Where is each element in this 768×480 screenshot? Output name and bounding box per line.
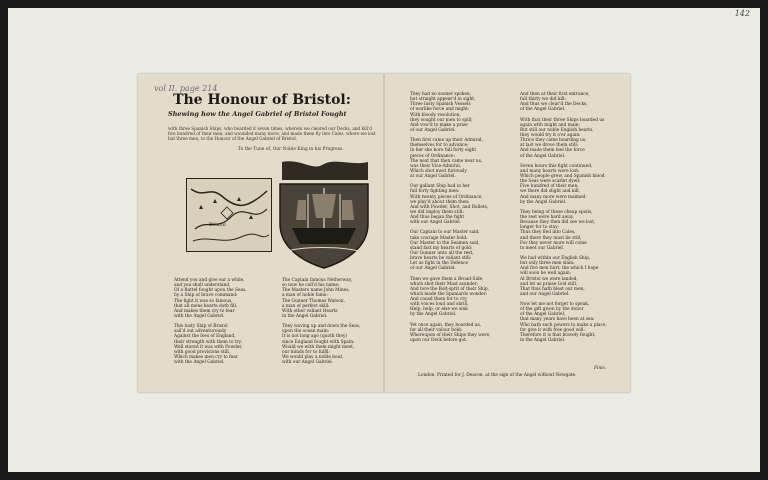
verse-line: And tore the Bolt-sprit of their Ship, [410,286,490,292]
ship-illustration [272,158,372,270]
verse-line: Then first came up their Admiral, [410,138,483,144]
verse-line: sail'd out adventurously [174,329,227,335]
verse-line: and you shall understand, [174,283,231,289]
verse-line: by a Ship of brave command: [174,293,238,299]
verse-line: Seven hours this fight continued, [520,163,593,169]
verse-line: It is not long ago (quoth they) [282,334,348,340]
verse-line: they sought our men to spill; [410,117,473,123]
verse-line: a man of perfect skill: [282,303,330,309]
ballad-title: The Honour of Bristol: [173,92,351,108]
verse-line: longer for to stay: [520,225,560,231]
verse-line: They waving up and down the Seas, [282,324,361,330]
verse-line: Our gallant Ship had in her [410,184,470,190]
verse-line: And made them feel the force [520,148,585,154]
verse-line: and many hearts were lost: [520,168,580,174]
verse-line: we play'd about them then: [410,199,470,205]
verse-line: stand fast my hearts of gold: [410,245,473,251]
verse-line: And makes them cry to fear [174,308,235,314]
verse-line: at last we drove them still: [520,143,579,149]
text-column-4 [520,92,607,343]
verse-line: for all their valour bold: [410,327,463,333]
finis-mark: Finis. [594,366,607,371]
verse-line: of the Angel Gabriel. [520,153,566,159]
verse-line: And five men hurt, the which I hope [520,266,599,272]
verse-line: upon the ocean main: [282,329,330,335]
verse-line: brave hearts be valiant still: [410,256,472,262]
verse-line: since England fought with Spain: [282,339,355,345]
verse-line: We would play a noble bout, [282,354,344,360]
verse-line: our minds for to fulfil: [282,349,331,355]
verse-line: by the Angel Gabriel. [410,312,457,318]
left-page [138,74,383,392]
map-label: Bristol [209,222,226,228]
verse-line: And many more were maimed [520,194,586,200]
verse-line: And thus we clear'd the Decks, [520,102,588,108]
verse-line: And thus began the fight [410,215,465,221]
verse-line: was their Vice-Admiral, [410,163,462,169]
verse-line: Whereupon of their Ships they were, [410,332,491,338]
verse-line: At Bristol we were landed, [520,276,578,282]
verse-line: Because they then did see we lost, [520,220,596,226]
verse-line: With bloody resolution, [410,112,461,118]
verse-line: with the Angel Gabriel. [174,313,225,319]
verse-line: And vow'd to make a prize [410,122,468,128]
verse-line: will soon be well again: [520,271,572,277]
verse-line: with our Angel Gabriel. [410,220,462,226]
verse-line: With that their three Ships boarded us [520,117,605,123]
verse-line: With twenty pieces of Ordinance, [410,194,483,200]
verse-line: Which people grew, and Spanish blood [520,173,605,179]
verse-line: The fight it was so famous, [174,298,233,304]
verse-line: they would try it o'er again: [520,132,581,138]
verse-line: that all mens hearts doth fill, [174,303,238,309]
verse-line: The Masters name John Mines, [282,288,350,294]
verse-line: of the Angel Gabriel. [520,107,566,113]
text-column-2 [282,278,360,365]
verse-line: They being of these cheap spoils, [520,209,593,215]
verse-line: but only three men slain: [520,261,575,267]
verse-line: the Seas were scarlet dyed: [520,179,581,185]
verse-line: And with Powder, Shot, and Bullets, [410,204,489,210]
verse-line: themselves for to advance; [410,143,469,149]
verse-line: And then at their first entrance, [520,92,590,97]
verse-line: For they never more will come [520,240,587,246]
verse-line: of warlike force and might: [410,107,470,113]
verse-line: This lusty Ship of Bristol [174,324,228,330]
verse-line: so now he call'd his name: [282,283,340,289]
verse-line: In her she bore full forty eight [410,148,477,154]
text-column-3 [410,92,490,343]
verse-line: with voices loud and shrill, [410,302,469,308]
verse-line: full thirty we did kill: [520,97,566,103]
verse-line: With other valiant Hearts [282,308,338,314]
verse-line: their strength with them to try: [174,339,243,345]
verse-line: Then we gave them a Broad-Side, [410,276,484,282]
verse-line: by the Angel Gabriel. [520,199,567,205]
tune-line: To the Tune of, Our Noble King in his Progress. [238,147,344,152]
verse-line: Let us fight in the Defence [410,261,469,267]
verse-line: the rest were hard away, [520,214,575,220]
verse-line: Five hundred of their men, [520,184,579,190]
verse-line: Who hath such powers to make a place, [520,322,607,328]
ship-woodcut [272,158,372,270]
verse-line: take courage Master bold: [410,235,468,241]
verse-line: but straight appear'd in sight, [410,97,476,103]
verse-line: Against the foes of England, [174,334,236,340]
verse-line: we did imploy them still: [410,209,464,215]
verse-line: full forty fighting men: [410,189,460,195]
page-number: 142 [734,9,750,18]
verse-line: in the Angel Gabriel. [520,338,566,344]
printer-imprint: London, Printed for J. Deacon, at the sign of the Angel without Newgate. [418,373,577,378]
verse-line: That thus hath blest our men, [520,286,585,292]
map-illustration [187,179,271,251]
verse-line: Yet once again, they boarded us, [410,322,482,328]
verse-line: a man of noble fame: [282,293,328,299]
verse-line: We had within our English Ship, [520,255,591,261]
handwritten-note: vol II. page 214 [154,84,218,93]
verse-line: upon our Deck before got. [410,338,468,344]
verse-line: Therefore it is that bravely fought, [520,332,596,338]
verse-line: and there they must lie still, [520,235,582,241]
verse-line: we there did slight and kill, [520,189,580,195]
verse-line: of the gift given by the donor [520,307,584,313]
verse-line: They had no sooner spoken, [410,92,472,97]
verse-line: The Captain famous Netherway, [282,278,352,283]
fold-line [383,74,385,392]
verse-line: in the Angel Gabriel. [282,313,328,319]
verse-line: and let us praise God still, [520,281,578,287]
verse-line: with the Angel Gabriel. [174,360,225,366]
text-column-1 [174,278,247,365]
verse-line: again with might and main; [520,122,581,128]
verse-line: of the Angel Gabriel, [520,312,566,318]
verse-line: to meet our Gabriel. [520,245,565,251]
verse-line: Three lusty Spanish Vessels [410,102,471,108]
verse-line: with our Angel Gabriel. [282,360,334,366]
verse-line: Would we with them might meet, [282,344,355,350]
verse-line: which made the Spaniards wonder: [410,291,488,297]
ballad-subtitle: Shewing how the Angel Gabriel of Bristol Fought [168,110,347,118]
verse-line: Now let me not forget to speak, [520,302,590,308]
verse-line: Thrice they came boarding us, [520,138,587,144]
verse-line: Our Master to the Seamen said, [410,240,480,246]
verse-line: But still our noble English hearts, [520,127,594,133]
verse-line: Which shot most furiously [410,168,467,174]
right-page [396,74,630,392]
verse-line: Our Gunner unto all the rest, [410,250,474,256]
verse-line: Thus they fled into Cales, [520,230,576,236]
verse-line: Of a Battel fought upon the Seas, [174,288,247,294]
verse-line: of our Angel Gabriel. [410,266,456,272]
verse-line: with good provisions still, [174,349,231,355]
verse-line: Attend you and give ear a while, [174,278,245,283]
verse-line: Help, help, or else we sink [410,307,468,313]
verse-line: Our Captain to our Master said, [410,230,480,236]
verse-line: The Gunner Thomas Watson, [282,298,345,304]
verse-line: The next that then came near us, [410,158,483,164]
ballad-description: with three Spanish Ships, who boarded it seven times, wherein we cleared our Decks, and kill'd five hundred of their men, and wounded many more, and made them fly into Cales, where we lost but three men, to the Honour of the Angel Gabriel of Bristol. [168,126,376,142]
broadside-sheet [138,74,630,392]
verse-line: which shot their Mast asunder; [410,281,479,287]
bristol-map-woodcut [186,178,272,252]
verse-line: for give it with free good will: [520,327,585,333]
verse-line: Which makes men cry to fear [174,354,238,360]
verse-line: that many years have been at sea: [520,317,595,323]
verse-line: pieces of Ordinance: [410,153,455,159]
verse-line: of our Angel Gabriel. [410,127,456,133]
verse-line: at our Angel Gabriel. [410,174,456,180]
verse-line: Well stored it was with Powder, [174,344,243,350]
verse-line: And causd them for to cry, [410,297,468,303]
verse-line: and our Angel Gabriel. [520,291,570,297]
